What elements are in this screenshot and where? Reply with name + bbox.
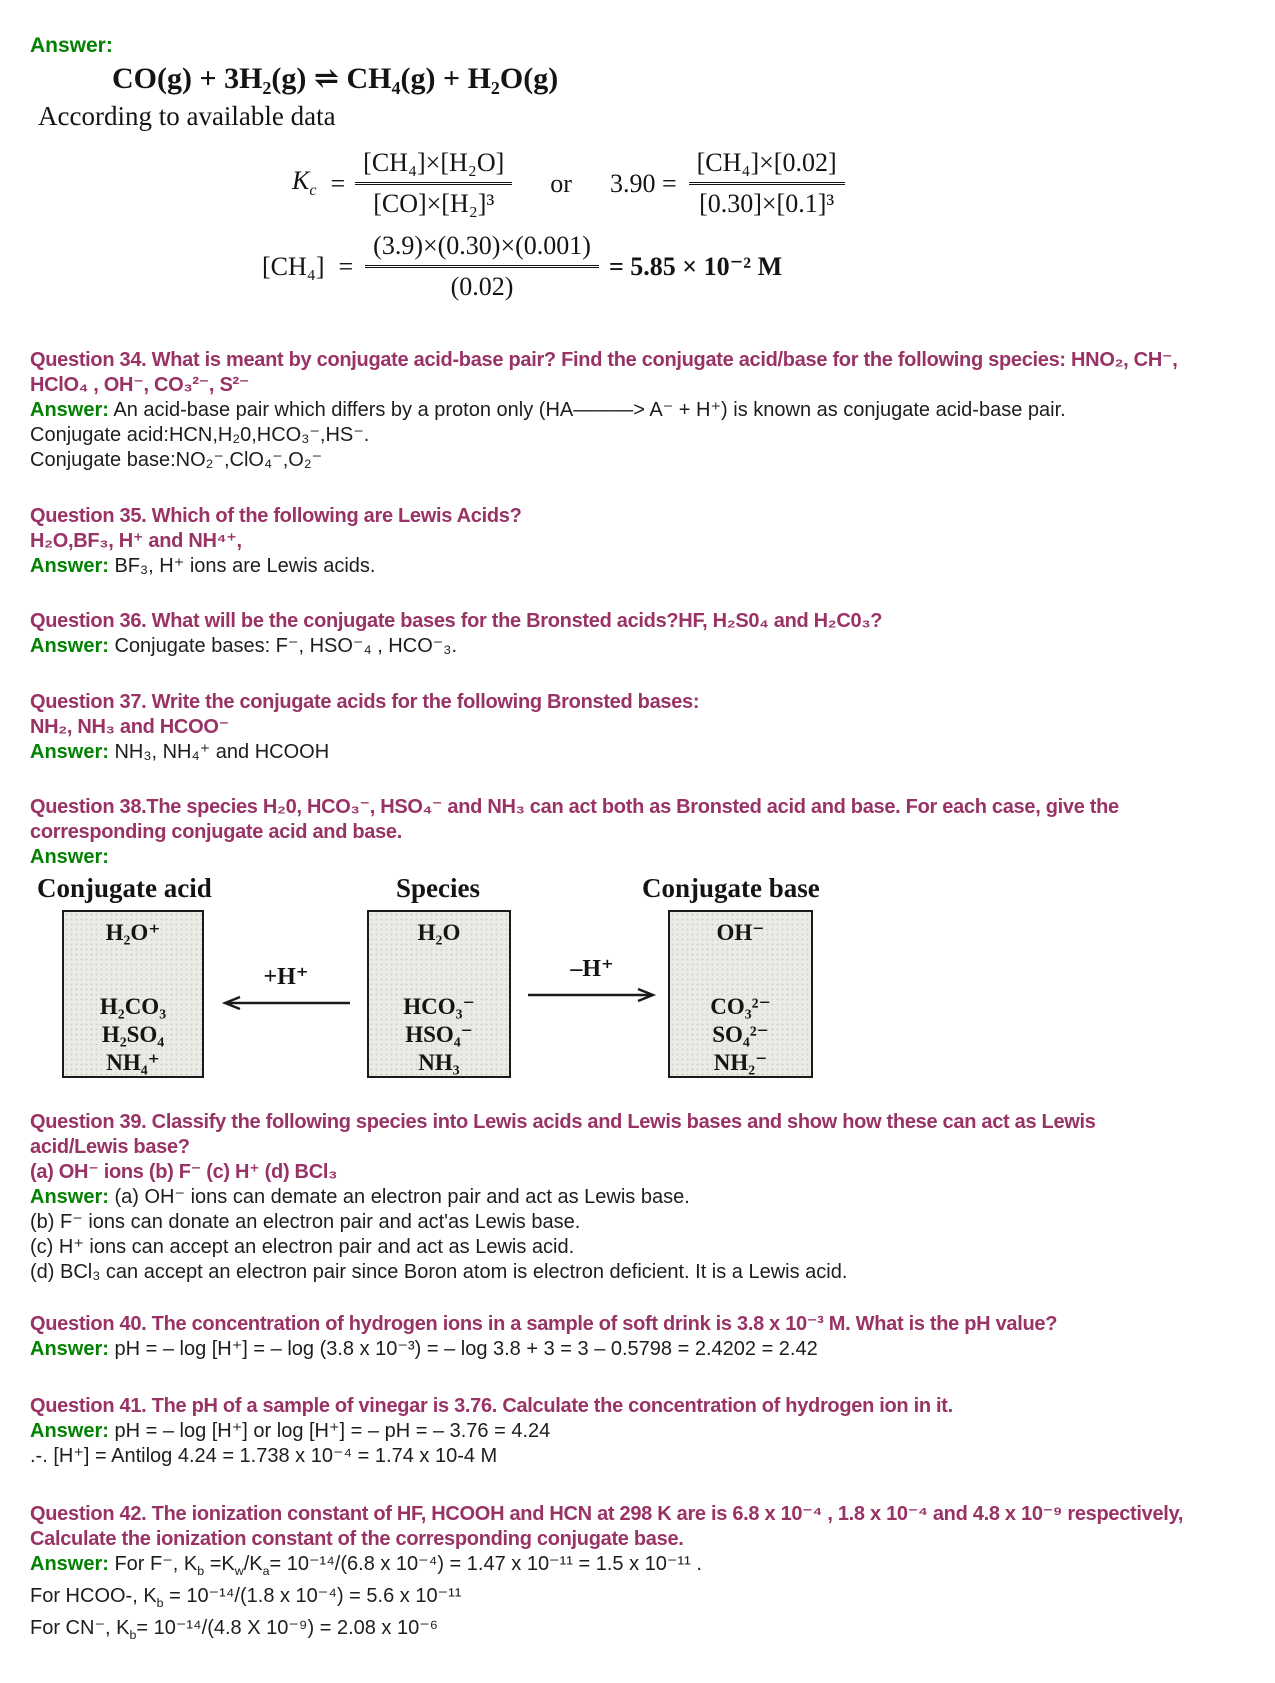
answer-37-text: NH₃, NH₄⁺ and HCOOH bbox=[108, 741, 330, 763]
question-34-heading-line-2: HClO₄ , OH⁻, CO₃²⁻, S²⁻ bbox=[30, 374, 250, 396]
ch4-result: = 5.85 × 10⁻² M bbox=[608, 251, 783, 281]
conjugate-base-item-4: NH₂⁻ bbox=[713, 1050, 768, 1075]
plus-h-arrow-group bbox=[216, 964, 356, 1011]
answer-39-line-2: (b) F⁻ ions can donate an electron pair and act'as Lewis base. bbox=[30, 1211, 581, 1233]
answer-42-line-2 bbox=[30, 1584, 1247, 1616]
answer-35-text: BF₃, H⁺ ions are Lewis acids. bbox=[108, 555, 376, 577]
answer-42-cn-part-1: For CN⁻, K bbox=[30, 1617, 130, 1639]
kc-fraction-1-denominator: [CO]×[H₂]³ bbox=[373, 189, 495, 218]
answer-39-line-1 bbox=[30, 1185, 1247, 1210]
answer-41-text: pH = – log [H⁺] or log [H⁺] = – pH = – 3.76 = 4.24 bbox=[108, 1420, 551, 1442]
answer-42-line-1 bbox=[30, 1552, 1247, 1584]
answer-41-line-1 bbox=[30, 1419, 1247, 1444]
question-39-heading-line-2: acid/Lewis base? bbox=[30, 1136, 190, 1158]
question-38-block bbox=[30, 795, 1247, 1080]
kc-equals: = bbox=[330, 168, 346, 198]
arrow-left-icon bbox=[220, 995, 352, 1011]
answer-38-label: Answer: bbox=[30, 846, 109, 868]
conjugate-acid-item-1: H₂O⁺ bbox=[105, 920, 161, 945]
diagram-header-conjugate-acid: Conjugate acid bbox=[37, 873, 212, 903]
answer-34-text: An acid-base pair which differs by a proton only (HA———> A⁻ + H⁺) is known as conjugate acid-base pair. bbox=[108, 399, 1066, 421]
arrow-right-icon bbox=[526, 987, 658, 1003]
answer-42-f-sub-w: w bbox=[234, 1564, 244, 1578]
kc-fraction-2 bbox=[689, 146, 845, 221]
conjugate-base-item-2: CO₃²⁻ bbox=[710, 994, 771, 1019]
answer-34-line-2: Conjugate acid:HCN,H₂0,HCO₃⁻,HS⁻. bbox=[30, 424, 370, 446]
question-38-heading-line-1: Question 38.The species H₂0, HCO₃⁻, HSO₄⁻ and NH₃ can act both as Bronsted acid and base. For each case, give the bbox=[30, 796, 1119, 818]
answer-40-line-1 bbox=[30, 1337, 1247, 1362]
answer-42-cn-part-2: = 10⁻¹⁴/(4.8 X 10⁻⁹) = 2.08 x 10⁻⁶ bbox=[136, 1617, 439, 1639]
question-37-heading: Question 37. Write the conjugate acids for the following Bronsted bases: bbox=[30, 691, 700, 713]
question-42-heading-line-1: Question 42. The ionization constant of HF, HCOOH and HCN at 298 K are is 6.8 x 10⁻⁴ , 1.8 x 10⁻⁴ and 4.8 x 10⁻⁹ respectively, bbox=[30, 1503, 1184, 1525]
answer-39-text-a: (a) OH⁻ ions can demate an electron pair and act as Lewis base. bbox=[108, 1186, 690, 1208]
answer-34-label: Answer: bbox=[30, 399, 109, 421]
answer-36-label: Answer: bbox=[30, 635, 109, 657]
plus-h-label: +H⁺ bbox=[263, 964, 309, 990]
question-42-block bbox=[30, 1502, 1247, 1648]
answer-36-text: Conjugate bases: F⁻, HSO⁻₄ , HCO⁻₃. bbox=[108, 635, 458, 657]
kc-fraction-1-numerator: [CH₄]×[H₂O] bbox=[355, 146, 512, 185]
answer-35-line-1 bbox=[30, 554, 1247, 579]
conjugate-acid-box bbox=[62, 910, 204, 1078]
question-39-options: (a) OH⁻ ions (b) F⁻ (c) H⁺ (d) BCl₃ bbox=[30, 1161, 338, 1183]
species-box bbox=[367, 910, 511, 1078]
kc-390-equals: 3.90 = bbox=[609, 168, 677, 198]
species-item-4: NH₃ bbox=[418, 1050, 460, 1075]
kc-or-text: or bbox=[550, 168, 572, 198]
conjugate-acid-base-diagram bbox=[30, 872, 1247, 1080]
answer-42-hcoo-part-1: For HCOO-, K bbox=[30, 1585, 157, 1607]
question-36-heading: Question 36. What will be the conjugate bases for the Bronsted acids?HF, H₂S0₄ and H₂C0₃? bbox=[30, 610, 883, 632]
conjugate-base-item-1: OH⁻ bbox=[716, 920, 765, 945]
conjugate-base-item-3: SO₄²⁻ bbox=[712, 1022, 769, 1047]
conjugate-base-box bbox=[668, 910, 813, 1078]
kc-formula-row bbox=[292, 146, 1247, 221]
answer-42-cn-sub-b: b bbox=[129, 1628, 137, 1642]
diagram-header-species: Species bbox=[396, 873, 480, 903]
kc-symbol-sub: c bbox=[309, 182, 317, 200]
answer-42-f-part-1: For F⁻, K bbox=[108, 1553, 198, 1575]
species-item-2: HCO₃⁻ bbox=[403, 994, 475, 1019]
answer-37-label: Answer: bbox=[30, 741, 109, 763]
equilibrium-equation: CO(g) + 3H₂(g) ⇌ CH₄(g) + H₂O(g) bbox=[112, 62, 559, 95]
question-40-heading: Question 40. The concentration of hydrogen ions in a sample of soft drink is 3.8 x 10⁻³ M. What is the pH value? bbox=[30, 1313, 1058, 1335]
answer-42-f-sub-b: b bbox=[197, 1564, 205, 1578]
diagram-header-conjugate-base: Conjugate base bbox=[642, 873, 820, 903]
document-page bbox=[0, 33, 1275, 1683]
answer-34-line-1 bbox=[30, 398, 1247, 423]
kc-fraction-2-denominator: [0.30]×[0.1]³ bbox=[699, 189, 835, 218]
answer-37-line-1 bbox=[30, 740, 1247, 765]
ch4-fraction-denominator: (0.02) bbox=[450, 272, 514, 301]
minus-h-label: –H⁺ bbox=[570, 956, 614, 982]
kc-symbol-base: K bbox=[292, 166, 310, 196]
question-35-species: H₂O,BF₃, H⁺ and NH⁴⁺, bbox=[30, 530, 242, 552]
question-34-heading-line-1: Question 34. What is meant by conjugate acid-base pair? Find the conjugate acid/base for the following species: HNO₂, CH⁻, bbox=[30, 349, 1178, 371]
minus-h-arrow-group bbox=[522, 956, 662, 1003]
answer-41-line-2: .-. [H⁺] = Antilog 4.24 = 1.738 x 10⁻⁴ = 1.74 x 10-4 M bbox=[30, 1445, 498, 1467]
answer-42-f-part-3: /K bbox=[243, 1553, 263, 1575]
kc-symbol bbox=[292, 166, 317, 200]
species-item-1: H₂O bbox=[417, 920, 461, 945]
question-39-heading-line-1: Question 39. Classify the following species into Lewis acids and Lewis bases and show how these can act as Lewis bbox=[30, 1111, 1096, 1133]
question-35-block bbox=[30, 504, 1247, 579]
question-38-heading-line-2: corresponding conjugate acid and base. bbox=[30, 821, 403, 843]
question-42-heading-line-2: Calculate the ionization constant of the corresponding conjugate base. bbox=[30, 1528, 684, 1550]
answer-39-line-4: (d) BCl₃ can accept an electron pair since Boron atom is electron deficient. It is a Lewis acid. bbox=[30, 1261, 848, 1283]
question-41-heading: Question 41. The pH of a sample of vinegar is 3.76. Calculate the concentration of hydrogen ion in it. bbox=[30, 1395, 953, 1417]
answer-42-hcoo-part-2: = 10⁻¹⁴/(1.8 x 10⁻⁴) = 5.6 x 10⁻¹¹ bbox=[163, 1585, 462, 1607]
answer-39-label: Answer: bbox=[30, 1186, 109, 1208]
ch4-lhs: [CH₄] bbox=[262, 251, 325, 281]
question-37-block bbox=[30, 690, 1247, 765]
kc-fraction-2-numerator: [CH₄]×[0.02] bbox=[689, 146, 845, 185]
conjugate-acid-item-3: H₂SO₄ bbox=[101, 1022, 165, 1047]
answer-42-f-part-2: =K bbox=[204, 1553, 235, 1575]
question-39-block bbox=[30, 1110, 1247, 1285]
answer-42-hcoo-sub-b: b bbox=[156, 1596, 164, 1610]
conjugate-acid-item-2: H₂CO₃ bbox=[99, 994, 167, 1019]
answer-36-line-1 bbox=[30, 634, 1247, 659]
ch4-formula-row bbox=[262, 229, 1247, 304]
species-item-3: HSO₄⁻ bbox=[405, 1022, 473, 1047]
question-37-species: NH₂, NH₃ and HCOO⁻ bbox=[30, 716, 229, 738]
according-text: According to available data bbox=[38, 101, 336, 131]
answer-40-label: Answer: bbox=[30, 1338, 109, 1360]
answer-42-line-3 bbox=[30, 1616, 1247, 1648]
answer-35-label: Answer: bbox=[30, 555, 109, 577]
question-34-block bbox=[30, 348, 1247, 473]
answer-40-text: pH = – log [H⁺] = – log (3.8 x 10⁻³) = – log 3.8 + 3 = 3 – 0.5798 = 2.4202 = 2.42 bbox=[108, 1338, 818, 1360]
ch4-equals: = bbox=[338, 251, 354, 281]
answer-39-line-3: (c) H⁺ ions can accept an electron pair and act as Lewis acid. bbox=[30, 1236, 575, 1258]
answer-42-f-part-4: = 10⁻¹⁴/(6.8 x 10⁻⁴) = 1.47 x 10⁻¹¹ = 1.5 x 10⁻¹¹ . bbox=[269, 1553, 702, 1575]
question-40-block bbox=[30, 1312, 1247, 1362]
ch4-fraction bbox=[365, 229, 599, 304]
answer-42-label: Answer: bbox=[30, 1553, 109, 1575]
question-35-heading: Question 35. Which of the following are Lewis Acids? bbox=[30, 505, 522, 527]
ch4-fraction-numerator: (3.9)×(0.30)×(0.001) bbox=[365, 229, 599, 268]
question-41-block bbox=[30, 1394, 1247, 1469]
kc-fraction-1 bbox=[355, 146, 512, 221]
top-answer-label: Answer: bbox=[30, 34, 113, 57]
question-36-block bbox=[30, 609, 1247, 659]
answer-42-f-sub-a: a bbox=[262, 1564, 270, 1578]
answer-34-line-3: Conjugate base:NO₂⁻,ClO₄⁻,O₂⁻ bbox=[30, 449, 323, 471]
conjugate-acid-item-4: NH₄⁺ bbox=[106, 1050, 160, 1075]
answer-41-label: Answer: bbox=[30, 1420, 109, 1442]
